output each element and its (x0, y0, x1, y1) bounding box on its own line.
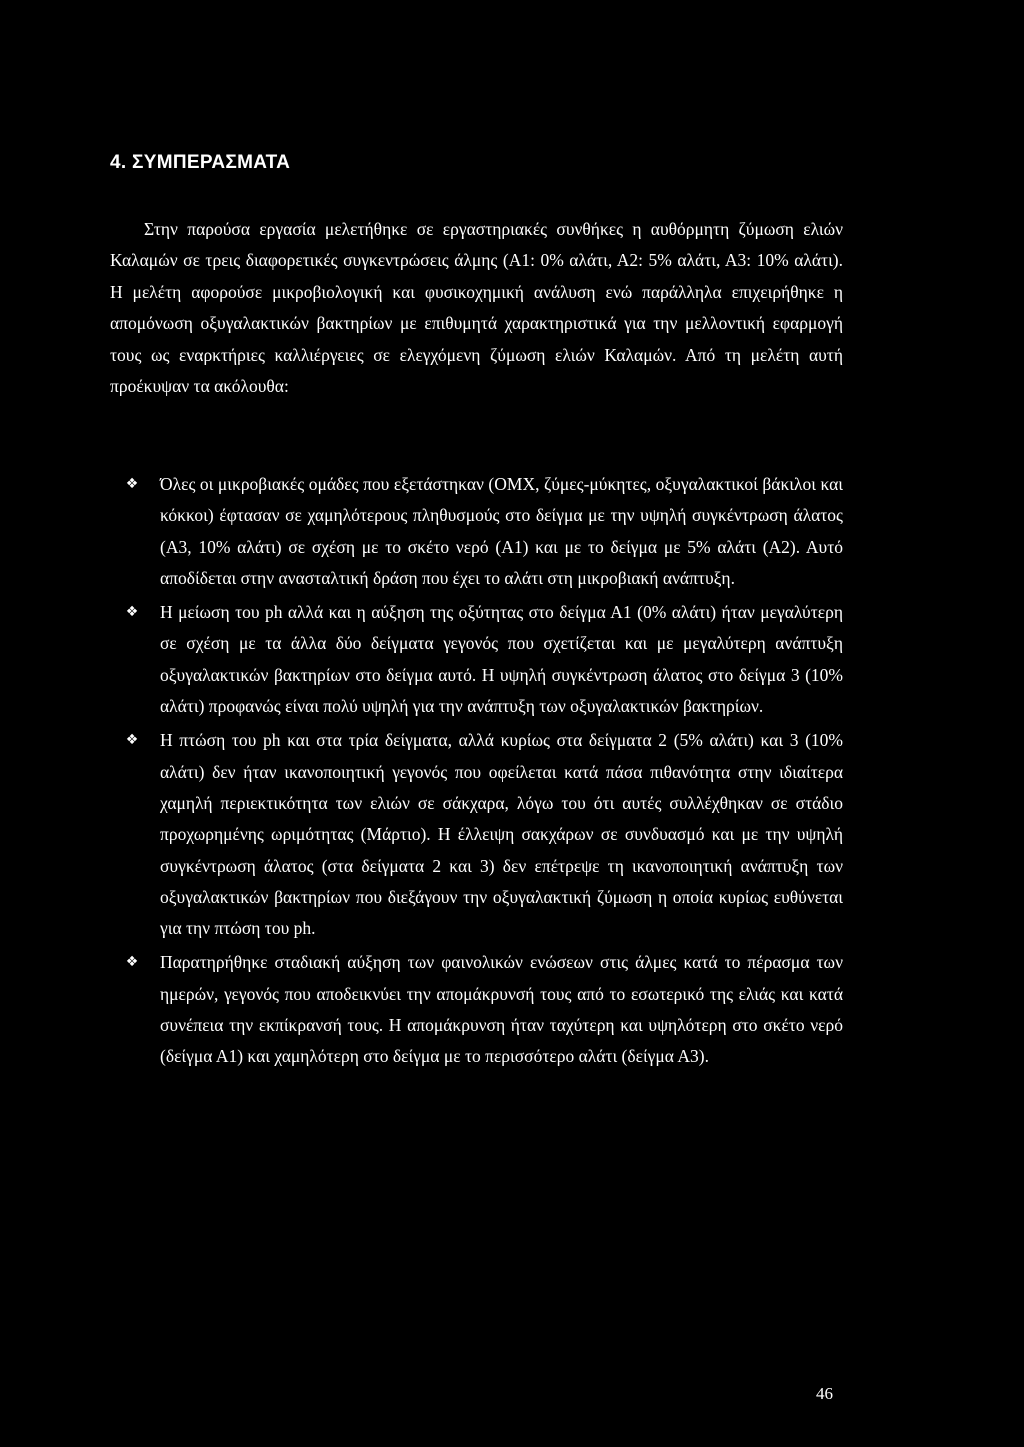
four-diamond-bullet-icon: ❖ (125, 954, 139, 971)
conclusions-list (110, 469, 843, 1076)
list-item (110, 725, 843, 944)
list-item (110, 469, 843, 594)
section-title: 4. ΣΥΜΠΕΡΑΣΜΑΤΑ (110, 152, 291, 173)
list-item-text: Όλες οι μικροβιακές ομάδες που εξετάστηκαν (ΟΜΧ, ζύμες-μύκητες, οξυγαλακτικοί βάκιλοι και κόκκοι) έφτασαν σε χαμηλότερους πληθυσμούς στο δείγμα με την υψηλή συγκέντρωση άλατος (Α3, 10% αλάτι) σε σχέση με το σκέτο νερό (Α1) και με το δείγμα με 5% αλάτι (Α2). Αυτό αποδίδεται στην ανασταλτική δράση που έχει το αλάτι στη μικροβιακή ανάπτυξη. (160, 474, 843, 588)
list-item-text: Η πτώση του ph και στα τρία δείγματα, αλλά κυρίως στα δείγματα 2 (5% αλάτι) και 3 (10% αλάτι) δεν ήταν ικανοποιητική γεγονός που οφείλεται κατά πάσα πιθανότητα στην ιδιαίτερα χαμηλή περιεκτικότητα των ελιών σε σάκχαρα, λόγω του ότι αυτές συλλέχθηκαν σε στάδιο προχωρημένης ωριμότητας (Μάρτιο). Η έλλειψη σακχάρων σε συνδυασμό και με την υψηλή συγκέντρωση άλατος (στα δείγματα 2 και 3) δεν επέτρεψε τη ικανοποιητική ανάπτυξη των οξυγαλακτικών βακτηρίων που διεξάγουν την οξυγαλακτική ζύμωση η οποία κυρίως ευθύνεται για την πτώση του ph. (160, 730, 843, 939)
list-item (110, 597, 843, 722)
four-diamond-bullet-icon: ❖ (125, 476, 139, 492)
list-item-text: Παρατηρήθηκε σταδιακή αύξηση των φαινολικών ενώσεων στις άλμες κατά το πέρασμα των ημερών, γεγονός που αποδεικνύει την απομάκρυνσή τους από το εσωτερικό της ελιάς και κατά συνέπεια την εκπίκρανσή τους. Η απομάκρυνση ήταν ταχύτερη και υψηλότερη στο σκέτο νερό (δείγμα Α1) και χαμηλότερη στο δείγμα με το περισσότερο αλάτι (δείγμα Α3). (160, 952, 843, 1067)
list-item (110, 947, 843, 1072)
list-item-text: Η μείωση του ph αλλά και η αύξηση της οξύτητας στο δείγμα Α1 (0% αλάτι) ήταν μεγαλύτερη σε σχέση με τα άλλα δύο δείγματα γεγονός που σχετίζεται και με μεγαλύτερη ανάπτυξη οξυγαλακτικών βακτηρίων στο δείγμα αυτό. Η υψηλή συγκέντρωση άλατος στο δείγμα 3 (10% αλάτι) προφανώς είναι πολύ υψηλή για την ανάπτυξη των οξυγαλακτικών βακτηρίων. (160, 602, 843, 717)
page-number: 46 (816, 1384, 833, 1403)
four-diamond-bullet-icon: ❖ (125, 604, 139, 621)
intro-paragraph: Στην παρούσα εργασία μελετήθηκε σε εργαστηριακές συνθήκες η αυθόρμητη ζύμωση ελιών Καλαμών σε τρεις διαφορετικές συγκεντρώσεις άλμης (Α1: 0% αλάτι, Α2: 5% αλάτι, Α3: 10% αλάτι). Η μελέτη αφορούσε μικροβιολογική και φυσικοχημική ανάλυση ενώ παράλληλα επιχειρήθηκε η απομόνωση οξυγαλακτικών βακτηρίων με επιθυμητά χαρακτηριστικά για την μελλοντική εφαρμογή τους ως εναρκτήριες καλλιέργειες σε ελεγχόμενη ζύμωση ελιών Καλαμών. Από τη μελέτη αυτή προέκυψαν τα ακόλουθα: (110, 219, 843, 397)
four-diamond-bullet-icon: ❖ (125, 732, 139, 749)
